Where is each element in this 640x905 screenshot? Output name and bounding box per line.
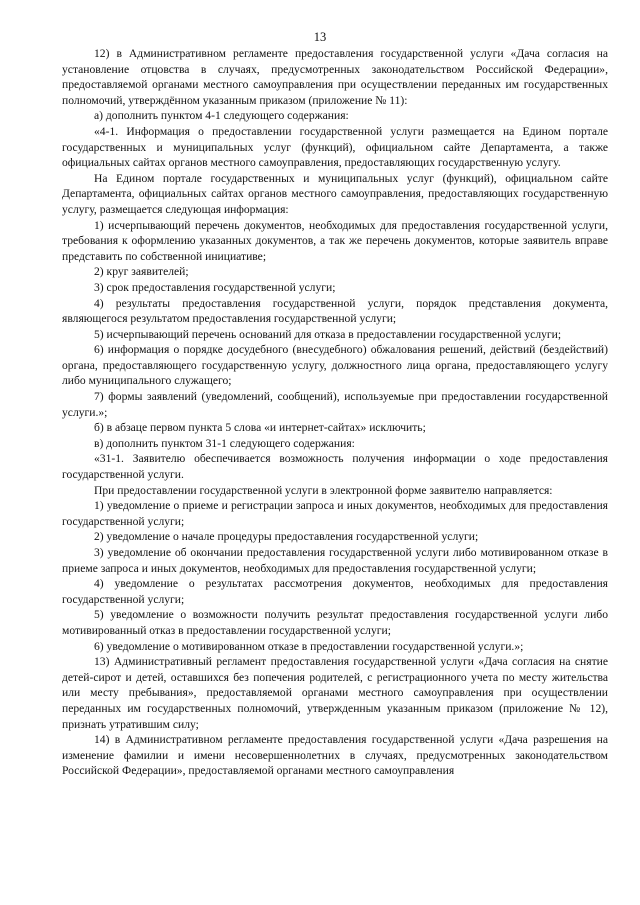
- paragraph: 1) исчерпывающий перечень документов, необходимых для предоставления государственной услуги, требования к оформлению указанных документов, а так же перечень документов, которые заявитель вправе представить по собственной инициативе;: [62, 218, 608, 263]
- paragraph: 7) формы заявлений (уведомлений, сообщений), используемые при предоставлении государственной услуги.»;: [62, 390, 608, 419]
- paragraph: в) дополнить пунктом 31-1 следующего содержания:: [94, 436, 355, 450]
- paragraph: При предоставлении государственной услуги в электронной форме заявителю направляется:: [94, 483, 553, 497]
- paragraph: «31-1. Заявителю обеспечивается возможность получения информации о ходе предоставления государственной услуги.: [62, 452, 608, 482]
- page-number: 13: [313, 30, 327, 44]
- paragraph: 1) уведомление о приеме и регистрации запроса и иных документов, необходимых для предоставления государственной услуги;: [62, 499, 608, 528]
- paragraph: 5) уведомление о возможности получить результат предоставления государственной услуги либо мотивированный отказ в предоставлении государственной услуги;: [62, 608, 608, 637]
- paragraph: 3) срок предоставления государственной услуги;: [94, 280, 336, 294]
- paragraph: 6) уведомление о мотивированном отказе в предоставлении государственной услуги.»;: [94, 639, 524, 653]
- paragraph: 12) в Административном регламенте предоставления государственной услуги «Дача согласия на установление отцовства в случаях, предусмотренных законодательством Российской Федерации», предоставляемой органами местного самоуправления при осуществлении переданных им государственных полномочий, утверждённом указанным приказом (приложение № 11):: [62, 47, 608, 107]
- paragraph: 5) исчерпывающий перечень оснований для отказа в предоставлении государственной услуги;: [94, 327, 562, 341]
- paragraph: На Едином портале государственных и муниципальных услуг (функций), официальном сайте Департамента, официальных сайтах органов местного самоуправления, предоставляющих государственную услугу, размещается следующая информация:: [62, 171, 608, 216]
- paragraph: 6) информация о порядке досудебного (внесудебного) обжалования решений, действий (бездействий) органа, предоставляющего государственную услугу, должностного лица органа, предоставляющего услугу либо муниципального служащего;: [62, 343, 608, 388]
- paragraph: а) дополнить пунктом 4-1 следующего содержания:: [94, 109, 349, 123]
- paragraph: 4) уведомление о результатах рассмотрения документов, необходимых для предоставления государственной услуги;: [62, 577, 608, 606]
- paragraph: 2) круг заявителей;: [94, 265, 189, 279]
- paragraph: 13) Административный регламент предоставления государственной услуги «Дача согласия на снятие детей-сирот и детей, оставшихся без попечения родителей, с регистрационного учета по месту жительства или месту пребывания», предоставляемой органами местного самоуправления при осуществлении переданных им государственных полномочий, утвержденным указанным приказом (приложение № 12), признать утратившим силу;: [62, 655, 608, 731]
- paragraph: «4-1. Информация о предоставлении государственной услуги размещается на Едином портале государственных и муниципальных услуг (функций), официальном сайте Департамента, а также официальных сайтах органов местного самоуправления, предоставляющих государственную услугу.: [62, 124, 608, 170]
- paragraph: 3) уведомление об окончании предоставления государственной услуги либо мотивированном отказе в приеме запроса и иных документов, необходимых для предоставления государственной услуги;: [62, 546, 608, 575]
- paragraph: 4) результаты предоставления государственной услуги, порядок представления документа, являющегося результатом предоставления государственной услуги;: [62, 296, 608, 326]
- paragraph: б) в абзаце первом пункта 5 слова «и интернет-сайтах» исключить;: [94, 421, 426, 435]
- paragraph: 14) в Административном регламенте предоставления государственной услуги «Дача разрешения на изменение фамилии и имени несовершеннолетних в случаях, предусмотренных законодательством Российской Федерации», предоставляемой органами местного самоуправления: [62, 733, 608, 778]
- paragraph: 2) уведомление о начале процедуры предоставления государственной услуги;: [94, 530, 479, 544]
- document-body: [62, 46, 608, 779]
